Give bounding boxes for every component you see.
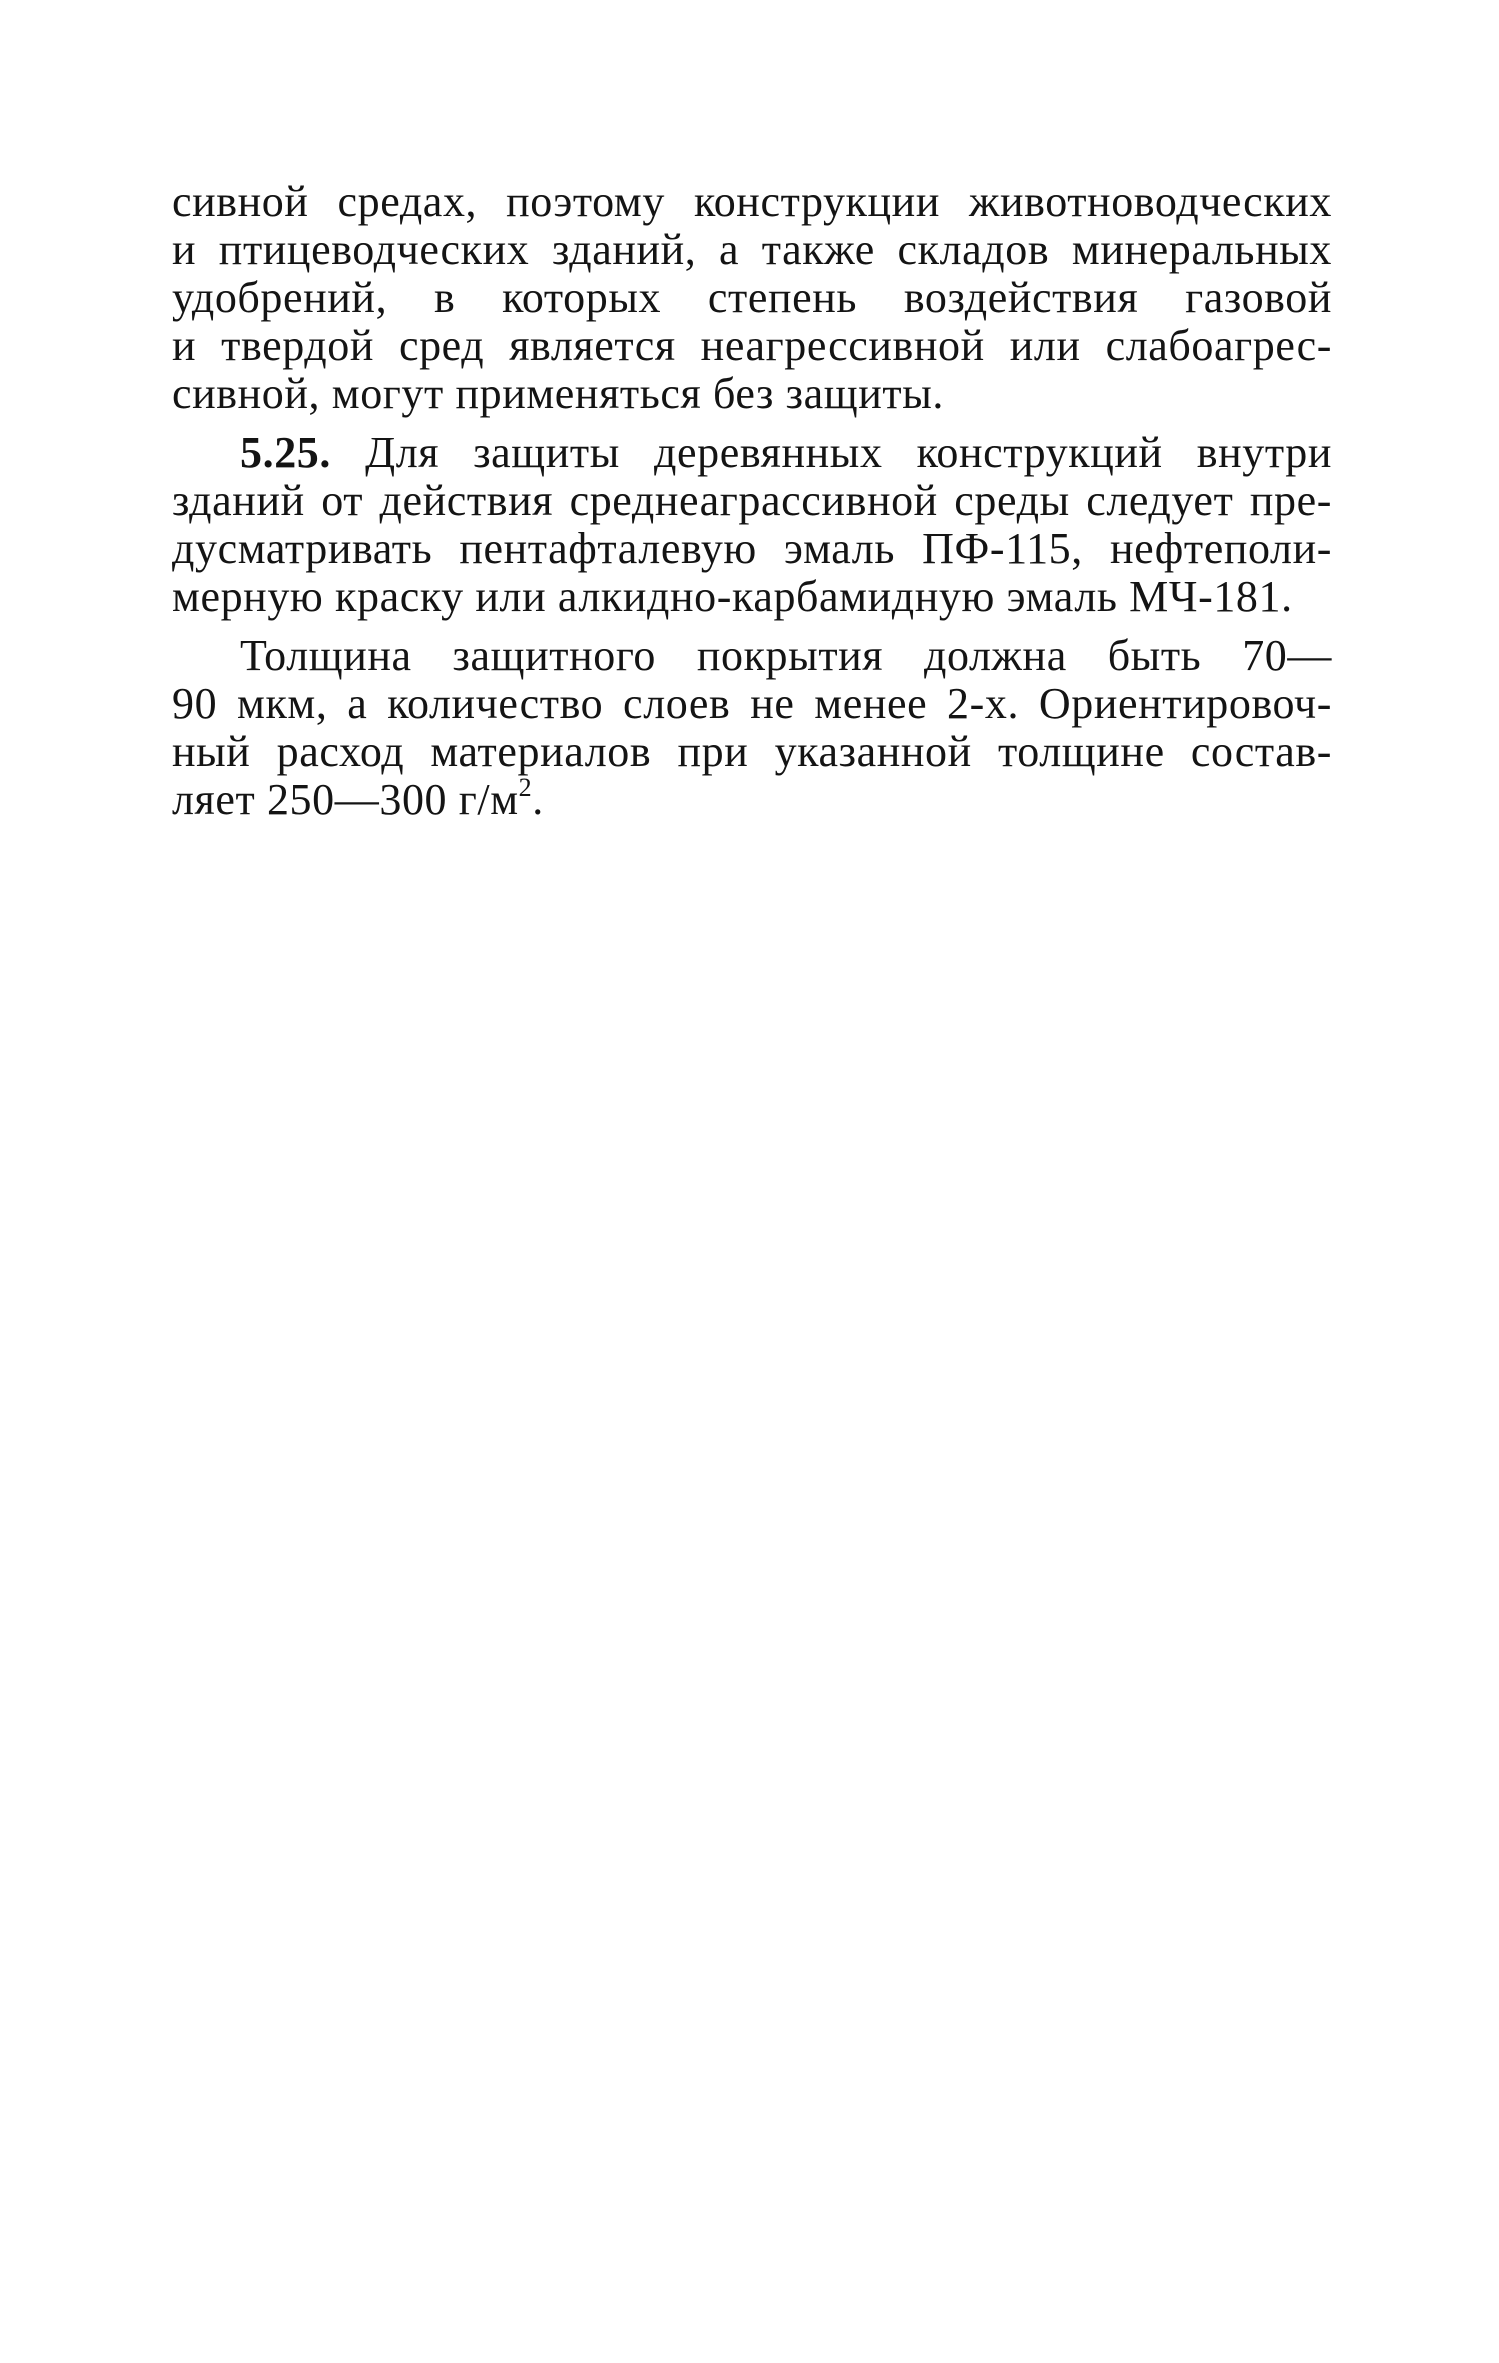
end-punctuation: .: [532, 775, 544, 824]
text-line: сивной, могут применяться без защиты.: [172, 369, 944, 418]
text-line: ный расход материалов при указанной толщине состав-: [172, 727, 1332, 776]
text-line-content: ляет 250—300 г/м: [172, 775, 519, 824]
text-line: удобрений, в которых степень воздействия газовой: [172, 273, 1332, 322]
paragraph-3: [172, 632, 1332, 824]
text-line: сивной средах, поэтому конструкции животноводческих: [172, 177, 1332, 226]
text-line: [172, 773, 1332, 824]
text-line: Толщина защитного покрытия должна быть 70—: [240, 631, 1332, 680]
superscript: 2: [518, 773, 533, 802]
text-line: зданий от действия среднеаграссивной среды следует пре-: [172, 476, 1332, 525]
text-line: мерную краску или алкидно-карбамидную эмаль МЧ-181.: [172, 572, 1293, 621]
body-text: [172, 178, 1332, 835]
text-line: и твердой сред является неагрессивной или слабоагрес-: [172, 321, 1332, 370]
text-line: и птицеводческих зданий, а также складов минеральных: [172, 225, 1332, 274]
paragraph-1: [172, 178, 1332, 418]
text-line: 90 мкм, а количество слоев не менее 2-х. Ориентировоч-: [172, 679, 1332, 728]
text-line-content: Для защиты деревянных конструкций внутри: [331, 428, 1332, 477]
text-line: [172, 429, 1332, 477]
text-line: дусматривать пентафталевую эмаль ПФ-115, нефтеполи-: [172, 524, 1332, 573]
section-number: 5.25.: [240, 428, 331, 477]
paragraph-5-25: [172, 429, 1332, 621]
